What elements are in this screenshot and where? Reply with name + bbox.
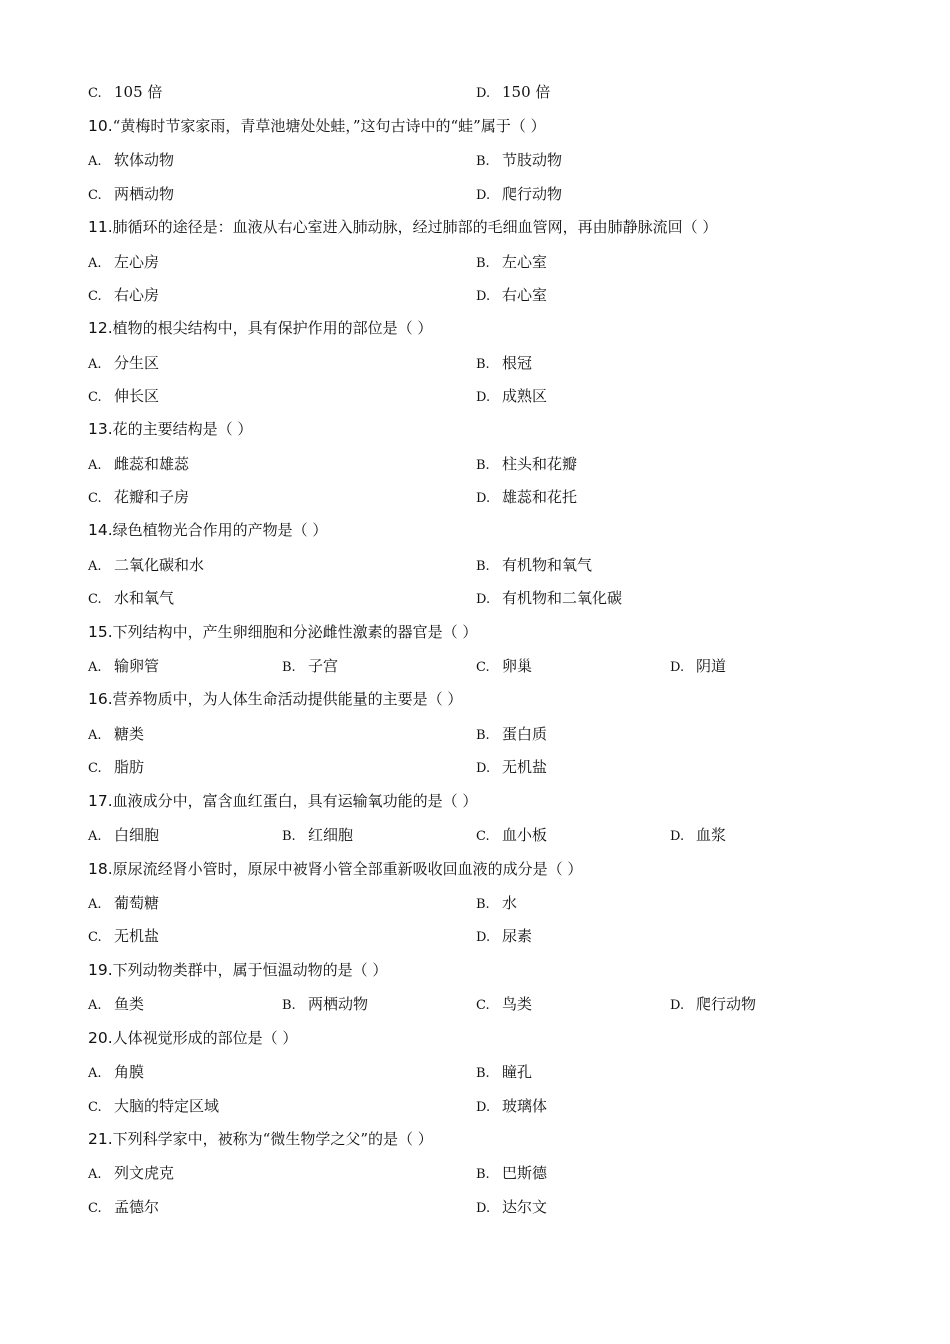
option-c: C. 卵巢 xyxy=(476,657,533,675)
option-d: D. 尿素 xyxy=(476,927,533,945)
option-c: C. 脂肪 xyxy=(88,758,145,776)
option-a: A. 雌蕊和雄蕊 xyxy=(88,455,190,473)
question-stem xyxy=(0,414,950,444)
question-number: 21. xyxy=(88,1130,113,1148)
option-d: D. 玻璃体 xyxy=(476,1097,548,1115)
option-row xyxy=(0,247,950,277)
option-a: A. 角膜 xyxy=(88,1063,145,1081)
question-number: 16. xyxy=(88,690,113,708)
question-text: “黄梅时节家家雨，青草池塘处处蛙，”这句古诗中的“蛙”属于（ ） xyxy=(112,117,546,135)
option-b: B. 两栖动物 xyxy=(282,995,369,1013)
option-c: C. 花瓣和子房 xyxy=(88,488,190,506)
option-a: A. 白细胞 xyxy=(88,826,160,844)
option-row xyxy=(0,888,950,918)
option-row xyxy=(0,1158,950,1188)
question-text: 下列动物类群中，属于恒温动物的是（ ） xyxy=(112,961,388,979)
option-row xyxy=(0,651,950,681)
option-a: A. 输卵管 xyxy=(88,657,160,675)
option-row xyxy=(0,348,950,378)
question-stem xyxy=(0,786,950,816)
question-stem xyxy=(0,617,950,647)
question-text: 肺循环的途径是：血液从右心室进入肺动脉，经过肺部的毛细血管网，再由肺静脉流回（ ） xyxy=(112,218,718,236)
option-c: C. 孟德尔 xyxy=(88,1198,160,1216)
option-d: D. 无机盐 xyxy=(476,758,548,776)
option-b: B. 巴斯德 xyxy=(476,1164,548,1182)
option-c: C. 鸟类 xyxy=(476,995,533,1013)
question-text: 植物的根尖结构中，具有保护作用的部位是（ ） xyxy=(112,319,433,337)
option-b: B. 子宫 xyxy=(282,657,339,675)
question-text: 原尿流经肾小管时，原尿中被肾小管全部重新吸收回血液的成分是（ ） xyxy=(112,860,583,878)
option-row xyxy=(0,280,950,310)
question-text: 营养物质中，为人体生命活动提供能量的主要是（ ） xyxy=(112,690,463,708)
question-stem xyxy=(0,955,950,985)
option-row xyxy=(0,381,950,411)
option-d: D. 阴道 xyxy=(670,657,727,675)
option-row xyxy=(0,752,950,782)
option-d: D. 150 倍 xyxy=(476,83,551,101)
option-b: B. 节肢动物 xyxy=(476,151,563,169)
question-text: 下列结构中，产生卵细胞和分泌雌性激素的器官是（ ） xyxy=(112,623,478,641)
option-row xyxy=(0,449,950,479)
option-a: A. 葡萄糖 xyxy=(88,894,160,912)
question-number: 17. xyxy=(88,792,113,810)
question-number: 19. xyxy=(88,961,113,979)
option-d: D. 雄蕊和花托 xyxy=(476,488,578,506)
option-d: D. 血浆 xyxy=(670,826,727,844)
question-stem xyxy=(0,1124,950,1154)
option-c: C. 无机盐 xyxy=(88,927,160,945)
option-c: C. 水和氧气 xyxy=(88,589,175,607)
option-row xyxy=(0,145,950,175)
question-number: 14. xyxy=(88,521,113,539)
option-row xyxy=(0,583,950,613)
option-d: D. 爬行动物 xyxy=(476,185,563,203)
question-text: 绿色植物光合作用的产物是（ ） xyxy=(112,521,328,539)
question-stem xyxy=(0,684,950,714)
question-stem xyxy=(0,854,950,884)
option-b: B. 有机物和氧气 xyxy=(476,556,593,574)
option-c: C. 105 倍 xyxy=(88,83,163,101)
option-a: A. 二氧化碳和水 xyxy=(88,556,205,574)
option-b: B. 根冠 xyxy=(476,354,533,372)
question-stem xyxy=(0,1023,950,1053)
option-a: A. 糖类 xyxy=(88,725,145,743)
option-b: B. 左心室 xyxy=(476,253,548,271)
question-text: 下列科学家中，被称为“微生物学之父”的是（ ） xyxy=(112,1130,433,1148)
question-text: 花的主要结构是（ ） xyxy=(112,420,253,438)
option-b: B. 水 xyxy=(476,894,518,912)
question-number: 10. xyxy=(88,117,113,135)
option-row xyxy=(0,1192,950,1222)
question-number: 18. xyxy=(88,860,113,878)
option-d: D. 右心室 xyxy=(476,286,548,304)
option-row xyxy=(0,1057,950,1087)
question-stem xyxy=(0,515,950,545)
option-a: A. 鱼类 xyxy=(88,995,145,1013)
option-c: C. 血小板 xyxy=(476,826,548,844)
option-row xyxy=(0,550,950,580)
option-c: C. 大脑的特定区域 xyxy=(88,1097,220,1115)
option-d: D. 成熟区 xyxy=(476,387,548,405)
option-row xyxy=(0,1091,950,1121)
option-row xyxy=(0,921,950,951)
option-row xyxy=(0,179,950,209)
option-a: A. 左心房 xyxy=(88,253,160,271)
option-row xyxy=(0,77,950,107)
question-stem xyxy=(0,212,950,242)
question-number: 13. xyxy=(88,420,113,438)
option-a: A. 列文虎克 xyxy=(88,1164,175,1182)
option-d: D. 爬行动物 xyxy=(670,995,757,1013)
option-row xyxy=(0,989,950,1019)
question-number: 20. xyxy=(88,1029,113,1047)
option-c: C. 右心房 xyxy=(88,286,160,304)
question-number: 12. xyxy=(88,319,113,337)
question-text: 血液成分中，富含血红蛋白，具有运输氧功能的是（ ） xyxy=(112,792,478,810)
option-b: B. 瞳孔 xyxy=(476,1063,533,1081)
option-row xyxy=(0,719,950,749)
option-row xyxy=(0,482,950,512)
option-a: A. 软体动物 xyxy=(88,151,175,169)
option-row xyxy=(0,820,950,850)
option-c: C. 伸长区 xyxy=(88,387,160,405)
question-stem xyxy=(0,313,950,343)
option-b: B. 红细胞 xyxy=(282,826,354,844)
option-c: C. 两栖动物 xyxy=(88,185,175,203)
option-b: B. 柱头和花瓣 xyxy=(476,455,578,473)
option-b: B. 蛋白质 xyxy=(476,725,548,743)
option-d: D. 达尔文 xyxy=(476,1198,548,1216)
question-text: 人体视觉形成的部位是（ ） xyxy=(112,1029,298,1047)
option-d: D. 有机物和二氧化碳 xyxy=(476,589,623,607)
option-a: A. 分生区 xyxy=(88,354,160,372)
question-stem xyxy=(0,111,950,141)
question-number: 15. xyxy=(88,623,113,641)
question-number: 11. xyxy=(88,218,113,236)
